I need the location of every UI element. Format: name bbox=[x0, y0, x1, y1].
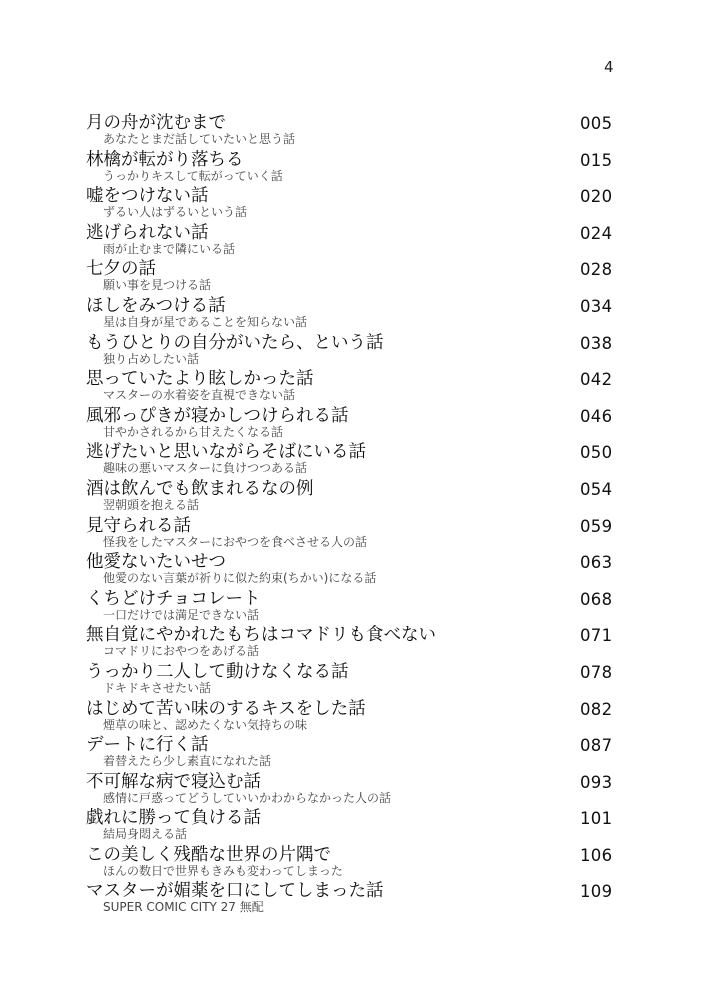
toc-entry bbox=[86, 880, 626, 917]
entry-subtitle: ずるい人はずるいという話 bbox=[103, 205, 248, 220]
toc-entry bbox=[86, 588, 626, 625]
entry-title: うっかり二人して動けなくなる話 bbox=[86, 661, 349, 682]
entry-title: 七夕の話 bbox=[86, 259, 156, 280]
toc-entry bbox=[86, 551, 626, 588]
toc-entry bbox=[86, 258, 626, 295]
entry-subtitle: ドキドキさせたい話 bbox=[103, 680, 212, 695]
toc-entry bbox=[86, 149, 626, 186]
entry-subtitle: 煙草の味と、認めたくない気持ちの味 bbox=[103, 717, 308, 732]
toc-entry bbox=[86, 624, 626, 661]
entry-subtitle: コマドリにおやつをあげる話 bbox=[103, 644, 260, 659]
entry-page-number: 054 bbox=[580, 479, 613, 499]
toc-entry bbox=[86, 112, 626, 149]
entry-page-number: 005 bbox=[580, 114, 613, 133]
entry-page-number: 082 bbox=[580, 699, 613, 719]
entry-title: はじめて苦い味のするキスをした話 bbox=[86, 698, 366, 719]
entry-title: 嘘をつけない話 bbox=[86, 186, 209, 207]
toc-entry bbox=[86, 698, 626, 735]
entry-subtitle: 感情に戸惑ってどうしていいかわからなかった人の話 bbox=[103, 790, 392, 805]
entry-page-number: 071 bbox=[580, 626, 613, 646]
entry-page-number: 078 bbox=[580, 662, 613, 682]
entry-subtitle: あなたとまだ話していたいと思う話 bbox=[103, 132, 296, 146]
toc-entry bbox=[86, 515, 626, 552]
entry-page-number: 068 bbox=[580, 589, 613, 609]
entry-page-number: 109 bbox=[580, 882, 613, 902]
entry-title: 逃げたいと思いながらそばにいる話 bbox=[86, 442, 366, 463]
entry-subtitle: 他愛のない言葉が祈りに似た約束(ちかい)になる話 bbox=[103, 571, 377, 586]
entry-title: 見守られる話 bbox=[86, 515, 191, 536]
toc-entry bbox=[86, 478, 626, 515]
toc-entry bbox=[86, 368, 626, 405]
entry-title: もうひとりの自分がいたら、という話 bbox=[86, 332, 384, 353]
entry-title: 逃げられない話 bbox=[86, 222, 209, 243]
entry-subtitle: 願い事を見つける話 bbox=[103, 278, 212, 293]
entry-title: 戯れに勝って負ける話 bbox=[86, 808, 261, 829]
entry-subtitle: 甘やかされるから甘えたくなる話 bbox=[103, 424, 284, 439]
entry-subtitle: ほんの数日で世界もきみも変わってしまった bbox=[103, 863, 343, 878]
entry-subtitle: 趣味の悪いマスターに負けつつある話 bbox=[103, 461, 308, 476]
entry-title: 不可解な病で寝込む話 bbox=[86, 771, 261, 792]
entry-title: 月の舟が沈むまで bbox=[86, 113, 226, 133]
entry-page-number: 015 bbox=[580, 150, 613, 170]
entry-title: 無自覚にやかれたもちはコマドリも食べない bbox=[86, 625, 436, 646]
entry-page-number: 042 bbox=[580, 370, 613, 390]
page-number: 4 bbox=[604, 58, 614, 76]
entry-page-number: 101 bbox=[580, 809, 613, 829]
toc-entry bbox=[86, 441, 626, 478]
entry-title: 林檎が転がり落ちる bbox=[86, 149, 244, 170]
entry-page-number: 087 bbox=[580, 736, 613, 756]
entry-page-number: 106 bbox=[580, 845, 613, 865]
entry-title: マスターが媚薬を口にしてしまった話 bbox=[86, 881, 384, 902]
entry-page-number: 059 bbox=[580, 516, 613, 536]
toc-entry bbox=[86, 844, 626, 881]
table-of-contents bbox=[86, 112, 626, 917]
entry-title: デートに行く話 bbox=[86, 735, 209, 756]
entry-title: 思っていたより眩しかった話 bbox=[86, 369, 314, 390]
entry-page-number: 050 bbox=[580, 443, 613, 463]
entry-page-number: 024 bbox=[580, 223, 613, 243]
entry-title: 風邪っぴきが寝かしつけられる話 bbox=[86, 405, 349, 426]
entry-page-number: 063 bbox=[580, 553, 613, 573]
entry-title: 酒は飲んでも飲まれるなの例 bbox=[86, 478, 314, 499]
entry-subtitle: 怪我をしたマスターにおやつを食べさせる人の話 bbox=[103, 534, 368, 549]
entry-title: ほしをみつける話 bbox=[86, 295, 226, 316]
entry-subtitle: 独り占めしたい話 bbox=[103, 351, 200, 366]
toc-entry bbox=[86, 734, 626, 771]
entry-subtitle: マスターの水着姿を直視できない話 bbox=[103, 388, 296, 403]
entry-title: この美しく残酷な世界の片隅で bbox=[86, 844, 331, 865]
entry-page-number: 046 bbox=[580, 406, 613, 426]
toc-entry bbox=[86, 332, 626, 369]
toc-entry bbox=[86, 295, 626, 332]
entry-title: 他愛ないたいせつ bbox=[86, 552, 226, 573]
entry-subtitle: 星は自身が星であることを知らない話 bbox=[103, 314, 308, 329]
entry-subtitle: 結局身悶える話 bbox=[103, 827, 188, 842]
toc-entry bbox=[86, 185, 626, 222]
entry-page-number: 028 bbox=[580, 260, 613, 280]
toc-entry bbox=[86, 771, 626, 808]
entry-subtitle: SUPER COMIC CITY 27 無配 bbox=[103, 900, 264, 915]
toc-entry bbox=[86, 661, 626, 698]
entry-subtitle: 翌朝頭を抱える話 bbox=[103, 497, 200, 512]
entry-page-number: 038 bbox=[580, 333, 613, 353]
entry-subtitle: 一口だけでは満足できない話 bbox=[103, 607, 260, 622]
entry-page-number: 020 bbox=[580, 187, 613, 207]
entry-page-number: 034 bbox=[580, 296, 613, 316]
toc-entry bbox=[86, 222, 626, 259]
entry-page-number: 093 bbox=[580, 772, 613, 792]
toc-entry bbox=[86, 807, 626, 844]
entry-subtitle: うっかりキスして転がっていく話 bbox=[103, 168, 283, 183]
entry-subtitle: 雨が止むまで隣にいる話 bbox=[103, 241, 236, 256]
entry-subtitle: 着替えたら少し素直になれた話 bbox=[103, 754, 272, 769]
entry-title: くちどけチョコレート bbox=[86, 588, 261, 609]
toc-entry bbox=[86, 405, 626, 442]
